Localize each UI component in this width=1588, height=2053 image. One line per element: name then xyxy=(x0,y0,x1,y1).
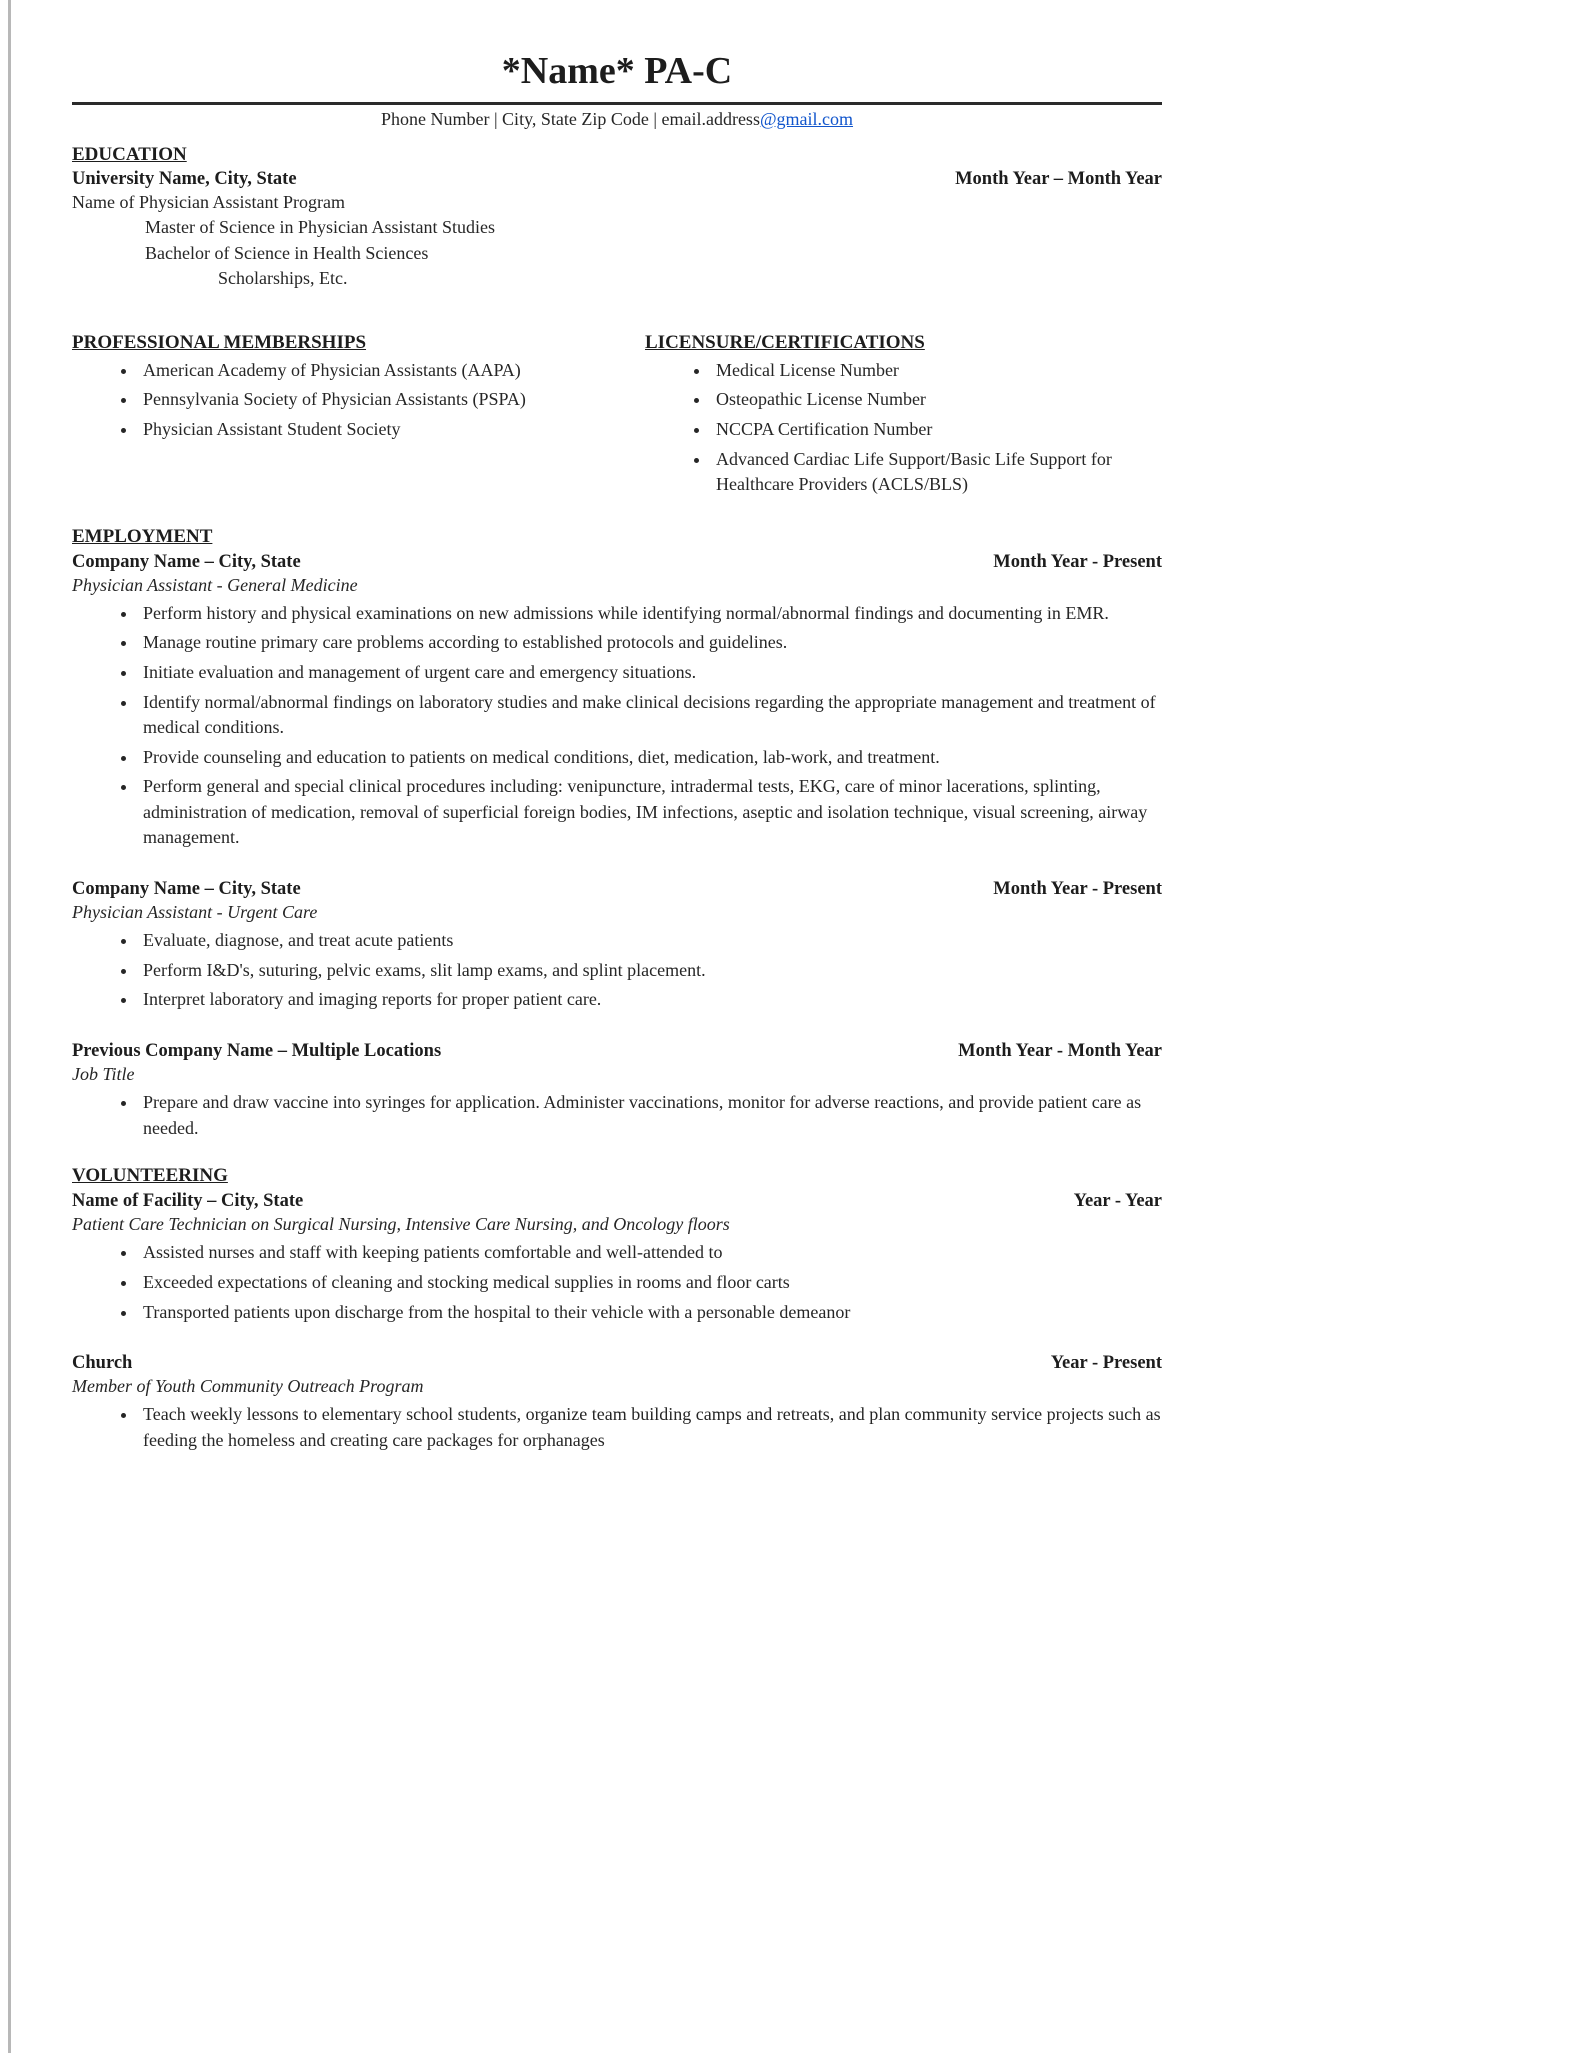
memberships-heading: PROFESSIONAL MEMBERSHIPS xyxy=(72,331,367,353)
volunteering-heading: VOLUNTEERING xyxy=(72,1165,228,1187)
contact-text: Phone Number | City, State Zip Code | email.address xyxy=(380,108,760,129)
list-item: • Manage routine primary care problems according to established protocols and guidelines. xyxy=(138,630,1162,656)
section-employment xyxy=(72,526,1162,1142)
volunteer-bullet-list xyxy=(72,1402,1162,1453)
education-degree-2: Bachelor of Science in Health Sciences xyxy=(145,242,429,263)
job-bullet-list xyxy=(72,601,1162,851)
facility-name: Name of Facility – City, State xyxy=(72,1191,304,1212)
list-item: • Physician Assistant Student Society xyxy=(138,417,645,443)
list-item: • Osteopathic License Number xyxy=(711,387,1162,413)
section-licensure xyxy=(645,332,1162,502)
education-scholarships: Scholarships, Etc. xyxy=(218,268,348,289)
list-item: • Prepare and draw vaccine into syringes for application. Administer vaccinations, monitor for adverse reactions, and provide patient care as needed. xyxy=(138,1090,1162,1141)
job-dates: Month Year - Present xyxy=(993,551,1162,572)
education-program: Name of Physician Assistant Program xyxy=(72,191,345,212)
education-degree-1: Master of Science in Physician Assistant Studies xyxy=(145,217,495,238)
volunteer-entry-header xyxy=(72,1191,1162,1212)
job-entry-header xyxy=(72,1041,1162,1062)
memberships-licensure-row xyxy=(72,332,1162,502)
volunteer-role: Member of Youth Community Outreach Program xyxy=(72,1376,424,1397)
section-education xyxy=(72,144,1162,292)
title-divider xyxy=(72,102,1162,105)
education-heading: EDUCATION xyxy=(72,143,187,165)
email-link[interactable]: @gmail.com xyxy=(759,108,854,129)
list-item: • Teach weekly lessons to elementary school students, organize team building camps and retreats, and plan community service projects such as feeding the homeless and creating care packages for orphanages xyxy=(138,1402,1162,1453)
list-item: • Advanced Cardiac Life Support/Basic Life Support for Healthcare Providers (ACLS/BLS) xyxy=(711,447,1162,498)
job-title: Physician Assistant - Urgent Care xyxy=(72,901,318,922)
employment-entry xyxy=(72,552,1162,851)
volunteer-entry-header xyxy=(72,1353,1162,1374)
list-item: • Perform history and physical examinations on new admissions while identifying normal/abnormal findings and documenting in EMR. xyxy=(138,601,1162,627)
job-entry-header xyxy=(72,552,1162,573)
list-item: • Evaluate, diagnose, and treat acute patients xyxy=(138,928,1162,954)
resume-name-title: *Name* PA-C xyxy=(501,50,733,92)
job-dates: Month Year - Month Year xyxy=(958,1040,1162,1061)
employment-entry xyxy=(72,879,1162,1013)
licensure-heading: LICENSURE/CERTIFICATIONS xyxy=(645,331,925,353)
list-item: • Initiate evaluation and management of urgent care and emergency situations. xyxy=(138,660,1162,686)
volunteer-dates: Year - Present xyxy=(1050,1353,1162,1374)
facility-name: Church xyxy=(72,1353,133,1374)
job-title: Job Title xyxy=(72,1063,135,1084)
list-item: • Pennsylvania Society of Physician Assistants (PSPA) xyxy=(138,387,645,413)
job-bullet-list xyxy=(72,928,1162,1013)
volunteer-role: Patient Care Technician on Surgical Nursing, Intensive Care Nursing, and Oncology floors xyxy=(72,1214,730,1235)
job-dates: Month Year - Present xyxy=(993,878,1162,899)
section-memberships xyxy=(72,332,645,502)
volunteer-bullet-list xyxy=(72,1240,1162,1325)
page-edge-line xyxy=(8,0,11,2053)
section-volunteering xyxy=(72,1165,1162,1453)
volunteer-dates: Year - Year xyxy=(1073,1191,1162,1212)
employment-entry xyxy=(72,1041,1162,1141)
employment-heading: EMPLOYMENT xyxy=(72,525,213,547)
job-entry-header xyxy=(72,879,1162,900)
list-item: • NCCPA Certification Number xyxy=(711,417,1162,443)
list-item: • Perform general and special clinical procedures including: venipuncture, intradermal tests, EKG, care of minor lacerations, splinting, administration of medication, removal of superficial foreign bodies, IM infections, aseptic and isolation technique, visual screening, airway management. xyxy=(138,774,1162,851)
list-item: • Interpret laboratory and imaging reports for proper patient care. xyxy=(138,987,1162,1013)
list-item: • Perform I&D's, suturing, pelvic exams, slit lamp exams, and splint placement. xyxy=(138,958,1162,984)
job-bullet-list xyxy=(72,1090,1162,1141)
licensure-list xyxy=(645,358,1162,498)
education-entry-header xyxy=(72,169,1162,190)
volunteering-entry xyxy=(72,1191,1162,1325)
volunteering-entry xyxy=(72,1353,1162,1453)
education-dates: Month Year – Month Year xyxy=(955,168,1162,189)
list-item: • Transported patients upon discharge from the hospital to their vehicle with a personable demeanor xyxy=(138,1300,1162,1326)
company-name: Company Name – City, State xyxy=(72,878,301,899)
list-item: • Medical License Number xyxy=(711,358,1162,384)
memberships-list xyxy=(72,358,645,443)
list-item: • Provide counseling and education to patients on medical conditions, diet, medication, lab-work, and treatment. xyxy=(138,745,1162,771)
list-item: • Identify normal/abnormal findings on laboratory studies and make clinical decisions regarding the appropriate management and treatment of medical conditions. xyxy=(138,690,1162,741)
list-item: • Exceeded expectations of cleaning and stocking medical supplies in rooms and floor carts xyxy=(138,1270,1162,1296)
resume-page xyxy=(72,50,1162,1457)
company-name: Company Name – City, State xyxy=(72,551,301,572)
list-item: • Assisted nurses and staff with keeping patients comfortable and well-attended to xyxy=(138,1240,1162,1266)
contact-line xyxy=(72,109,1162,130)
university-name: University Name, City, State xyxy=(72,168,297,189)
list-item: • American Academy of Physician Assistants (AAPA) xyxy=(138,358,645,384)
company-name: Previous Company Name – Multiple Locations xyxy=(72,1040,442,1061)
job-title: Physician Assistant - General Medicine xyxy=(72,574,358,595)
